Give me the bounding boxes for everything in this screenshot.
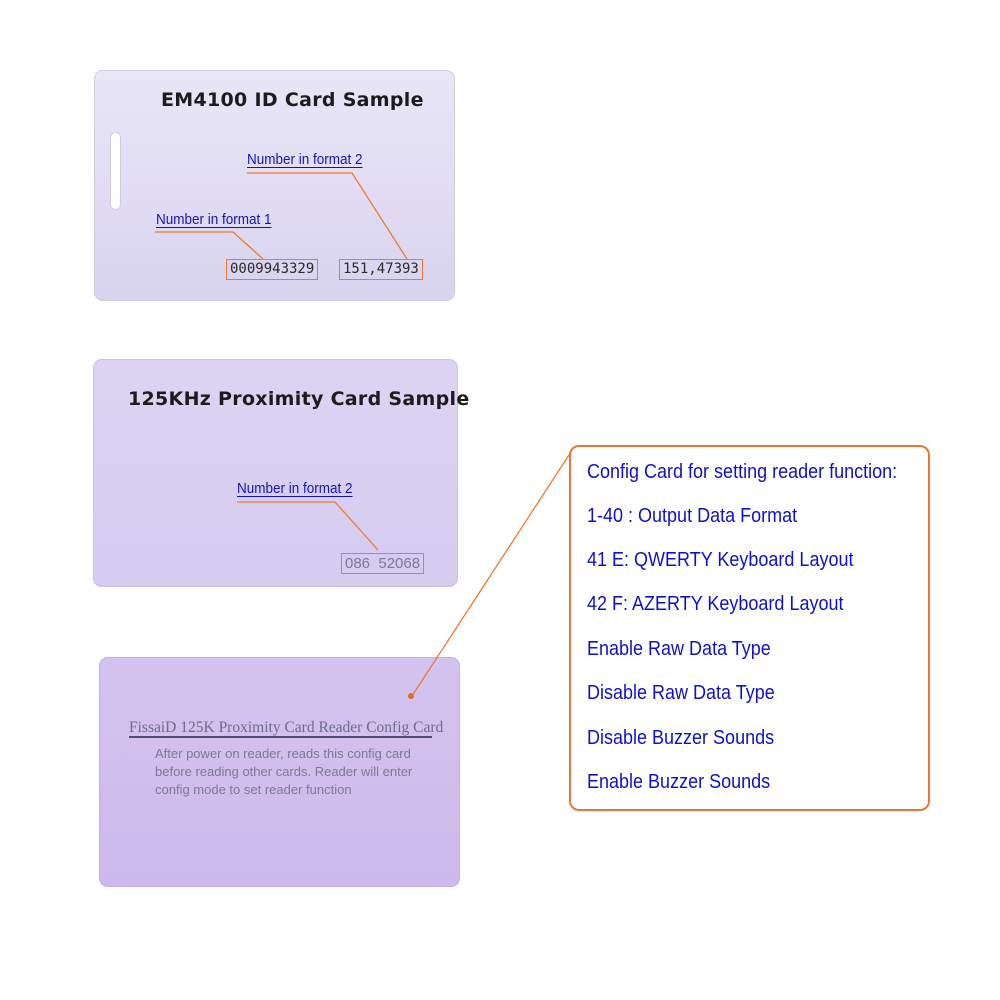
proximity-card [93, 359, 470, 587]
config-card-description [155, 745, 425, 799]
format2-label: Number in format 2 [247, 151, 363, 168]
config-item-enable-raw: Enable Raw Data Type [587, 638, 771, 660]
config-item-qwerty: 41 E: QWERTY Keyboard Layout [587, 549, 854, 571]
config-item-enable-buzzer: Enable Buzzer Sounds [587, 771, 771, 793]
config-card [99, 657, 460, 887]
config-item-output-format: 1-40 : Output Data Format [587, 505, 798, 527]
proximity-format2-label: Number in format 2 [237, 480, 353, 497]
config-desc-line: before reading other cards. Reader will enter [155, 764, 413, 779]
config-functions-panel [569, 445, 930, 811]
number-format2: 151,47393 [339, 259, 423, 280]
callout-anchor-dot [408, 693, 414, 699]
config-desc-line: config mode to set reader function [155, 782, 352, 797]
em4100-card [94, 70, 455, 301]
proximity-number-format2: 086 52068 [341, 553, 424, 574]
format1-label: Number in format 1 [156, 211, 272, 228]
card-slot-hole [110, 132, 121, 210]
number-format1: 0009943329 [226, 259, 318, 280]
config-item-disable-raw: Disable Raw Data Type [587, 682, 775, 704]
config-card-divider [129, 736, 432, 738]
em4100-card-title: EM4100 ID Card Sample [161, 89, 424, 111]
proximity-card-title: 125KHz Proximity Card Sample [128, 388, 470, 410]
config-item-disable-buzzer: Disable Buzzer Sounds [587, 727, 775, 749]
config-desc-line: After power on reader, reads this config card [155, 746, 411, 761]
config-panel-heading: Config Card for setting reader function: [587, 461, 898, 483]
config-item-azerty: 42 F: AZERTY Keyboard Layout [587, 593, 844, 615]
config-card-title: FissaiD 125K Proximity Card Reader Config Card [129, 719, 444, 736]
